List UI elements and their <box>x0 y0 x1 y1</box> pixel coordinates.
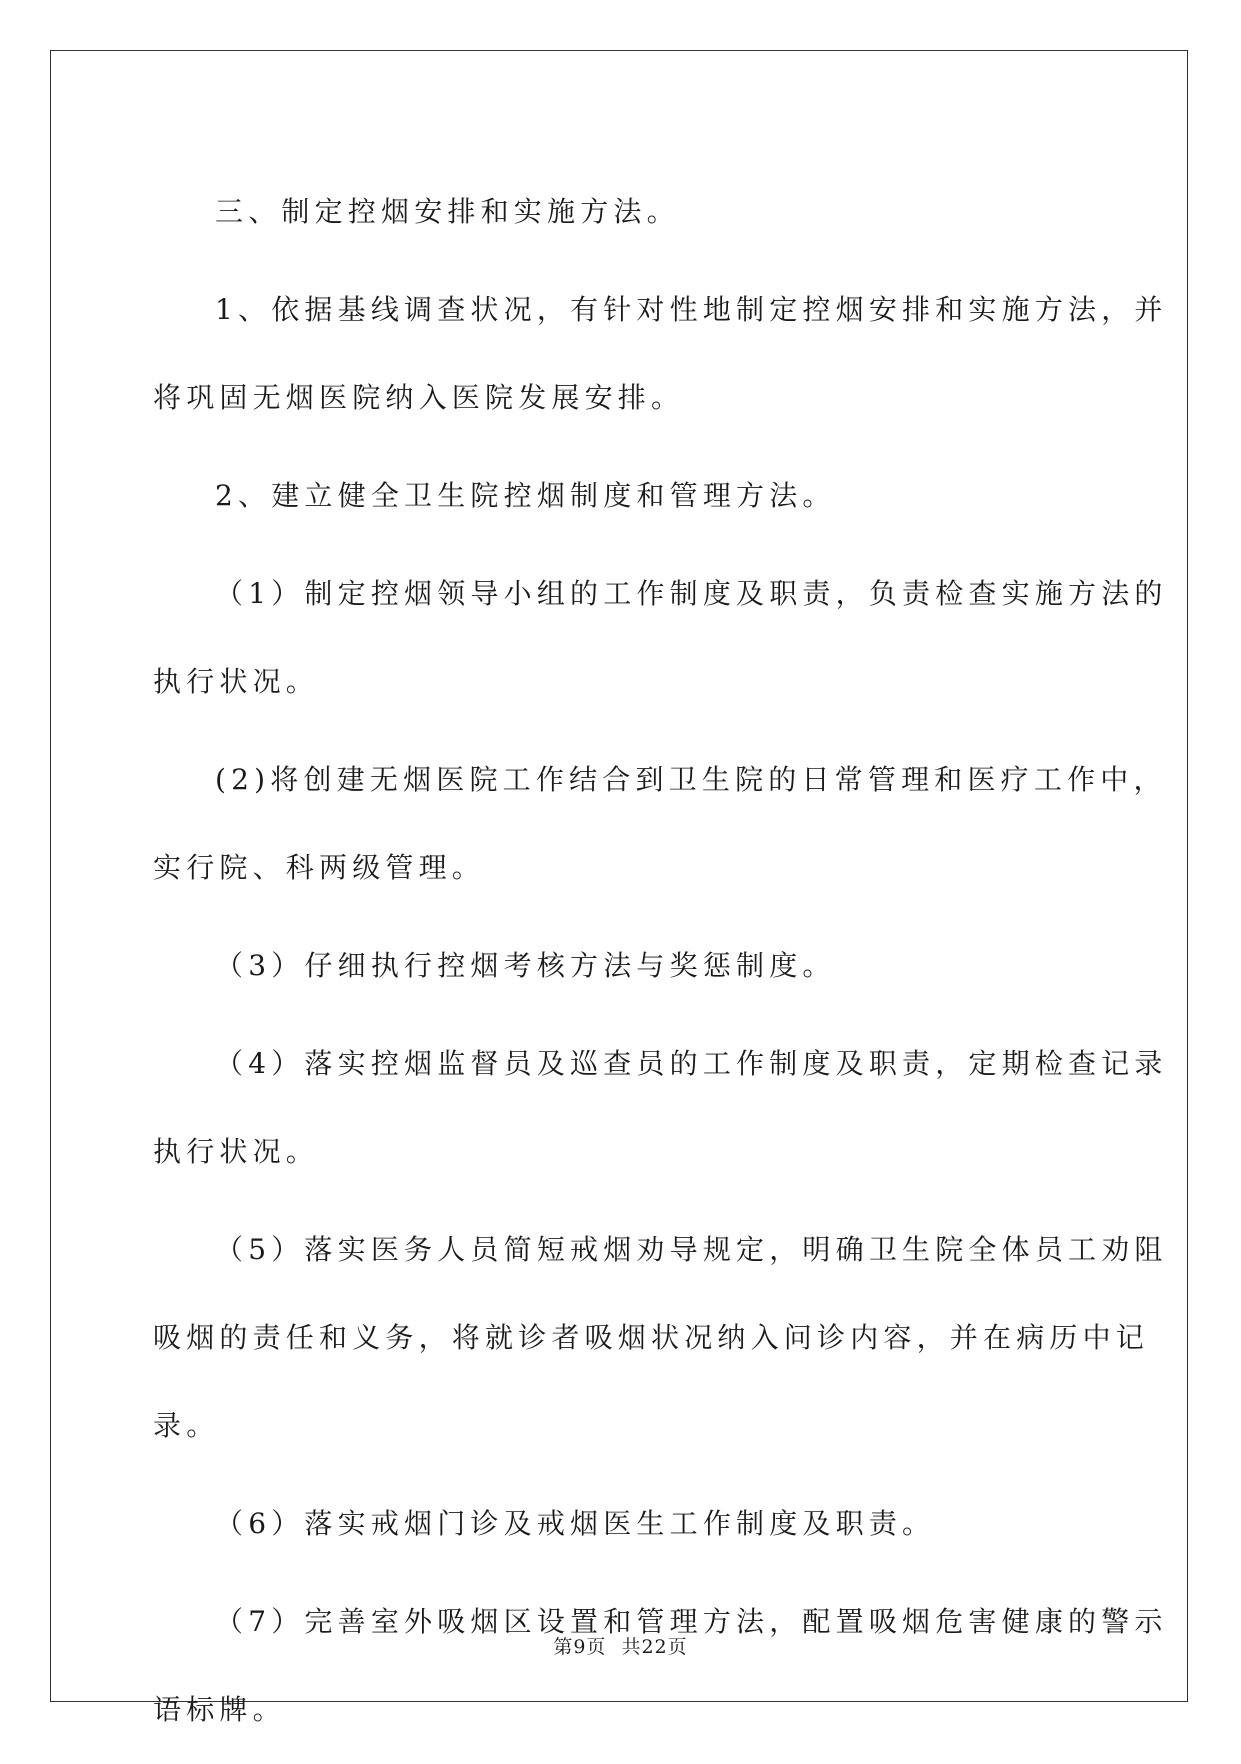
paragraph-line: （3）仔细执行控烟考核方法与奖惩制度。 <box>215 949 836 982</box>
paragraph-10 <box>153 1578 1168 1754</box>
paragraph-9 <box>153 1480 1087 1568</box>
paragraph-line: 2、建立健全卫生院控烟制度和管理方法。 <box>215 479 836 512</box>
paragraph-4 <box>153 550 1168 726</box>
paragraph-8 <box>153 1206 1168 1470</box>
page-footer <box>0 1632 1241 1659</box>
paragraph-line: 实行院、科两级管理。 <box>153 851 486 884</box>
paragraph-2 <box>153 266 1168 442</box>
paragraph-5 <box>153 736 1167 912</box>
paragraph-line: 三、制定控烟安排和实施方法。 <box>215 195 680 228</box>
paragraph-line: （6）落实戒烟门诊及戒烟医生工作制度及职责。 <box>215 1507 936 1540</box>
paragraph-line: （7）完善室外吸烟区设置和管理方法，配置吸烟危害健康的警示 <box>215 1605 1168 1638</box>
paragraph-line: 1、依据基线调查状况，有针对性地制定控烟安排和实施方法，并 <box>215 293 1168 326</box>
paragraph-3 <box>153 452 1087 540</box>
paragraph-line: (2)将创建无烟医院工作结合到卫生院的日常管理和医疗工作中， <box>215 763 1167 796</box>
paragraph-line: 吸烟的责任和义务，将就诊者吸烟状况纳入问诊内容，并在病历中记 <box>153 1321 1150 1354</box>
paragraph-line: （4）落实控烟监督员及巡查员的工作制度及职责，定期检查记录 <box>215 1047 1168 1080</box>
paragraph-1 <box>153 168 1087 256</box>
paragraph-line: 语标牌。 <box>153 1693 286 1726</box>
paragraph-line: （1）制定控烟领导小组的工作制度及职责，负责检查实施方法的 <box>215 577 1168 610</box>
paragraph-6 <box>153 922 1087 1010</box>
paragraph-line: 录。 <box>153 1409 220 1442</box>
paragraph-7 <box>153 1020 1168 1196</box>
document-body <box>153 168 1168 1764</box>
paragraph-line: （5）落实医务人员简短戒烟劝导规定，明确卫生院全体员工劝阻 <box>215 1233 1168 1266</box>
page-number: 第9页 <box>553 1636 607 1658</box>
paragraph-line: 执行状况。 <box>153 665 320 698</box>
page-total: 共22页 <box>621 1636 688 1658</box>
paragraph-line: 执行状况。 <box>153 1135 320 1168</box>
paragraph-line: 将巩固无烟医院纳入医院发展安排。 <box>153 381 685 414</box>
